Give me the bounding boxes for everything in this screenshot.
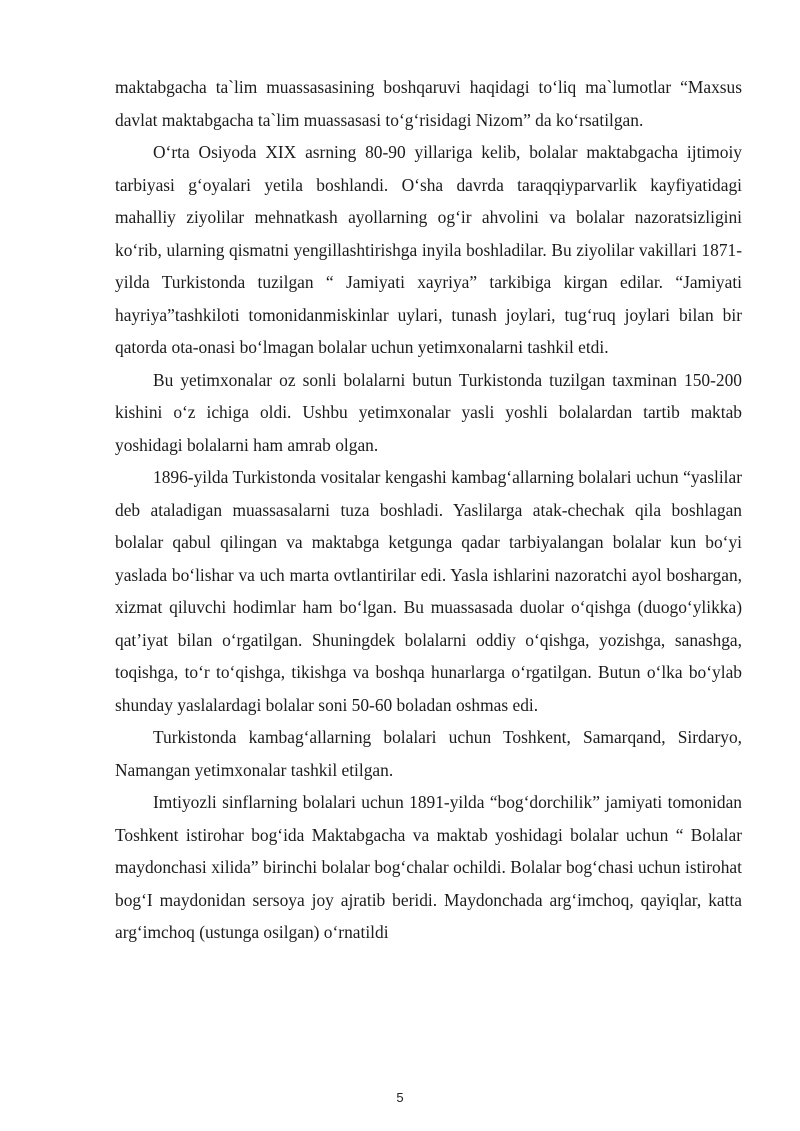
paragraph: Imtiyozli sinflarning bolalari uchun 1891-yilda “bog‘dorchilik” jamiyati tomonidan Toshkent istirohar bog‘ida Maktabgacha va maktab yoshidagi bolalar uchun “ Bolalar maydonchasi xilida” birinchi bolalar bog‘chalar ochildi. Bolalar bog‘chasi uchun istirohat bog‘I maydonidan sersoya joy ajratib beridi. Maydonchada arg‘imchoq, qayiqlar, katta arg‘imchoq (ustunga osilgan) o‘rnatildi [115, 792, 742, 942]
paragraph: Bu yetimxonalar oz sonli bolalarni butun Turkistonda tuzilgan taxminan 150-200 kishini o‘z ichiga oldi. Ushbu yetimxonalar yasli yoshli bolalardan tartib maktab yoshidagi bolalarni ham amrab olgan. [115, 369, 742, 455]
paragraph: 1896-yilda Turkistonda vositalar kengashi kambag‘allarning bolalari uchun “yaslilar deb ataladigan muassasalarni tuza boshladi. Yaslilarga atak-chechak qila boshlagan bolalar qabul qilingan va maktabga ketgunga qadar tarbiyalangan bolalar kun bo‘yi yaslada bo‘lishar va uch marta ovtlantirilar edi. Yasla ishlarini nazoratchi ayol boshargan, xizmat qiluvchi hodimlar ham bo‘lgan. Bu muassasada duolar o‘qishga (duogo‘ylikka) qat’iyat bilan o‘rgatilgan. Shuningdek bolalarni oddiy o‘qishga, yozishga, sanashga, toqishga, to‘r to‘qishga, tikishga va boshqa hunarlarga o‘rgatilgan. Butun o‘lka bo‘ylab shunday yaslalardagi bolalar soni 50-60 boladan oshmas edi. [115, 467, 742, 715]
paragraph: O‘rta Osiyoda XIX asrning 80-90 yillariga kelib, bolalar maktabgacha ijtimoiy tarbiyasi g‘oyalari yetila boshlandi. O‘sha davrda taraqqiyparvarlik kayfiyatidagi mahalliy ziyolilar mehnatkash ayollarning og‘ir ahvolini va bolalar nazoratsizligini ko‘rib, ularning qismatni yengillashtirishga inyila boshladilar. Bu ziyolilar vakillari 1871-yilda Turkistonda tuzilgan “ Jamiyati xayriya” tarkibiga kirgan edilar. “Jamiyati hayriya”tashkiloti tomonidanmiskinlar uylari, tunash joylari, tug‘ruq joylari bilan bir qatorda ota-onasi bo‘lmagan bolalar uchun yetimxonalarni tashkil etdi. [115, 142, 742, 357]
body-text [115, 71, 742, 949]
paragraph: Turkistonda kambag‘allarning bolalari uchun Toshkent, Samarqand, Sirdaryo, Namangan yetimxonalar tashkil etilgan. [115, 727, 742, 780]
page-number: 5 [396, 1090, 404, 1105]
paragraph-continuation: maktabgacha ta`lim muassasasining boshqaruvi haqidagi to‘liq ma`lumotlar “Maxsus davlat maktabgacha ta`lim muassasasi to‘g‘risidagi Nizom” da ko‘rsatilgan. [115, 77, 742, 130]
